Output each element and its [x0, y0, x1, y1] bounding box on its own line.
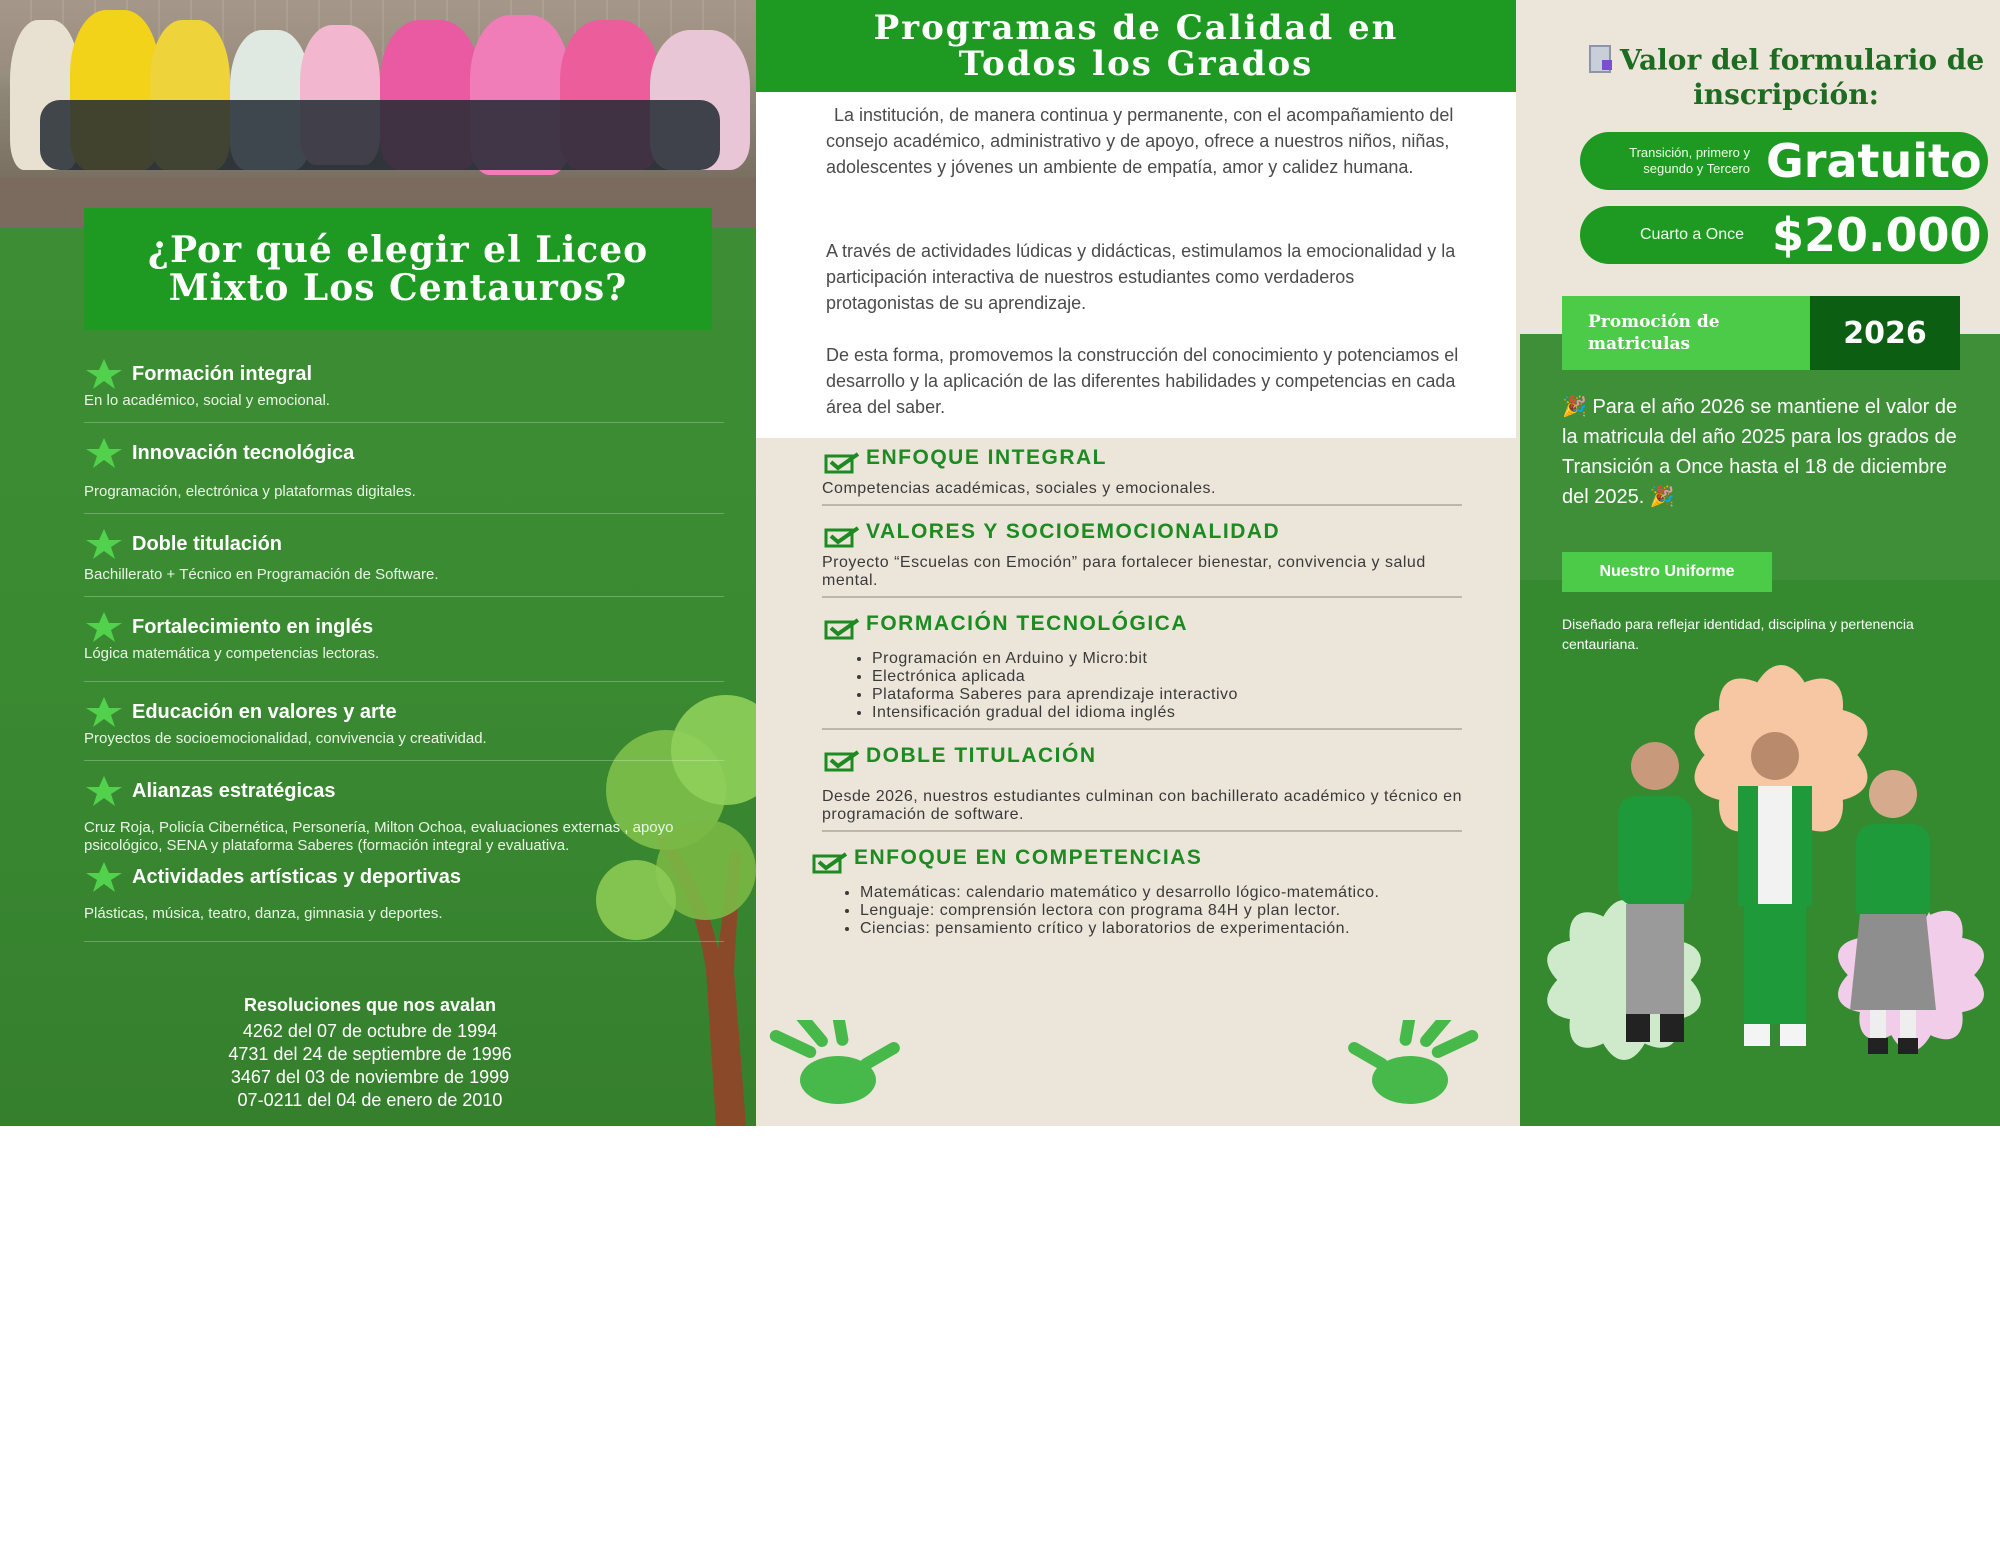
reason-desc: En lo académico, social y emocional.: [84, 392, 330, 409]
price-paid-label: Cuarto a Once: [1639, 226, 1744, 243]
resolutions: [90, 995, 650, 1112]
document-icon: [1588, 44, 1614, 80]
reason-desc: Cruz Roja, Policía Cibernética, Personería, Milton Ochoa, evaluaciones externas , apoyo psicológico, SENA y plataforma Saberes (formación integral y evaluativa.: [84, 819, 674, 854]
reason-item: [84, 859, 724, 942]
intro-paragraph: La institución, de manera continua y permanente, con el acompañamiento del consejo académico, administrativo y de apoyo, ofrece a nuestros niños, niñas, adolescentes y jóvenes un ambiente de empatía, amor y calidez humana.: [826, 105, 1454, 177]
students-photo: [0, 0, 756, 228]
block-integral: ENFOQUE INTEGRAL Competencias académicas, sociales y emocionales.: [822, 448, 1462, 506]
block-competencias: ENFOQUE EN COMPETENCIAS • Matemáticas: calendario matemático y desarrollo lógico-matemático. • Lenguaje: comprensión lectora con programa 84H y plan lector. • Ciencias: pensamiento crítico y laboratorios de experimentación.: [810, 848, 1462, 944]
reason-desc: Lógica matemática y competencias lectoras.: [84, 645, 380, 662]
program-blocks: [822, 448, 1462, 960]
reason-desc: Bachillerato + Técnico en Programación de Software.: [84, 566, 439, 583]
star-icon: [84, 859, 124, 895]
student-uniform-2: [1720, 724, 1830, 1064]
reason-item: [84, 609, 724, 682]
star-icon: [84, 694, 124, 730]
intro-text: [756, 92, 1516, 438]
hand-icon: [758, 1020, 908, 1110]
checkbox-icon: [822, 452, 866, 476]
block-doble: DOBLE TITULACIÓN Desde 2026, nuestros estudiantes culminan con bachillerato académico y técnico en programación de software.: [822, 746, 1462, 832]
intro-paragraph: A través de actividades lúdicas y didácticas, estimulamos la emocionalidad y la participación interactiva de nuestros estudiantes como verdaderos protagonistas de su aprendizaje.: [826, 241, 1456, 313]
reason-title: Actividades artísticas y deportivas: [132, 865, 462, 888]
reason-title: Doble titulación: [132, 532, 282, 555]
reason-desc: Proyectos de socioemocionalidad, convivencia y creatividad.: [84, 730, 487, 747]
resolution-line: 3467 del 03 de noviembre de 1999: [230, 1067, 510, 1087]
block-valores: VALORES Y SOCIOEMOCIONALIDAD Proyecto “Escuelas con Emoción” para fortalecer bienestar, convivencia y salud mental.: [822, 522, 1462, 598]
resolution-line: 07-0211 del 04 de enero de 2010: [237, 1090, 503, 1110]
block-tecnologica: FORMACIÓN TECNOLÓGICA • Programación en Arduino y Micro:bit • Electrónica aplicada • Plataforma Saberes para aprendizaje interactivo • Intensificación gradual del idioma inglés: [822, 614, 1462, 730]
checkbox-icon: [822, 750, 866, 774]
reason-item: [84, 526, 724, 597]
reason-item: [84, 773, 724, 857]
form-price-title: Valor del formulario de inscripción:: [1576, 44, 1996, 110]
reason-title: Innovación tecnológica: [132, 441, 355, 464]
resolution-line: 4262 del 07 de octubre de 1994: [242, 1021, 498, 1041]
promo-label: Promoción de matriculas: [1562, 296, 1810, 370]
reason-title: Fortalecimiento en inglés: [132, 615, 374, 638]
right-panel: [1516, 0, 2000, 1126]
star-icon: [84, 356, 124, 392]
star-icon: [84, 435, 124, 471]
middle-panel: [756, 0, 1516, 1126]
price-free: [1580, 132, 1988, 190]
reason-desc: Plásticas, música, teatro, danza, gimnasia y deportes.: [84, 905, 443, 922]
star-icon: [84, 773, 124, 809]
student-uniform-3: [1838, 764, 1948, 1064]
price-free-value: Gratuito: [1766, 134, 1982, 188]
left-panel: [0, 0, 756, 1126]
uniform-desc: Diseñado para reflejar identidad, disciplina y pertenencia centauriana.: [1562, 616, 1914, 652]
student-uniform-1: [1600, 734, 1710, 1064]
checkbox-icon: [822, 618, 866, 642]
intro-paragraph: De esta forma, promovemos la construcción del conocimiento y potenciamos el desarrollo y la aplicación de las diferentes habilidades y competencias en cada área del saber.: [826, 345, 1459, 417]
star-icon: [84, 609, 124, 645]
why-choose-title: ¿Por qué elegir el Liceo Mixto Los Centauros?: [84, 208, 712, 330]
price-paid: [1580, 206, 1988, 264]
checkbox-icon: [810, 852, 854, 876]
price-paid-value: $20.000: [1772, 208, 1982, 262]
price-free-label: Transición, primero y segundo y Tercero: [1629, 145, 1750, 176]
reason-item: [84, 356, 724, 423]
reason-item: [84, 435, 724, 514]
reason-item: [84, 694, 724, 761]
resolution-line: 4731 del 24 de septiembre de 1996: [228, 1044, 512, 1064]
promo-text: 🎉 Para el año 2026 se mantiene el valor de la matricula del año 2025 para los grados de Transición a Once hasta el 18 de diciembre del 2025. 🎉: [1562, 396, 1958, 508]
uniform-badge: Nuestro Uniforme: [1562, 552, 1772, 592]
promo-year: 2026: [1810, 296, 1960, 370]
programs-title: Programas de Calidad en Todos los Grados: [756, 0, 1516, 92]
checkbox-icon: [822, 526, 866, 550]
competencias-list: • Matemáticas: calendario matemático y desarrollo lógico-matemático. • Lenguaje: comprensión lectora con programa 84H y plan lector. • Ciencias: pensamiento crítico y laboratorios de experimentación.: [810, 884, 1460, 938]
hand-icon: [1340, 1020, 1490, 1110]
reason-title: Educación en valores y arte: [132, 700, 397, 723]
star-icon: [84, 526, 124, 562]
reason-title: Formación integral: [132, 362, 313, 385]
reason-desc: Programación, electrónica y plataformas digitales.: [84, 483, 416, 500]
reasons-list: [84, 356, 724, 942]
resolutions-title: Resoluciones que nos avalan: [243, 995, 497, 1015]
tech-list: • Programación en Arduino y Micro:bit • Electrónica aplicada • Plataforma Saberes para aprendizaje interactivo • Intensificación gradual del idioma inglés: [822, 650, 1462, 722]
reason-title: Alianzas estratégicas: [132, 779, 336, 802]
